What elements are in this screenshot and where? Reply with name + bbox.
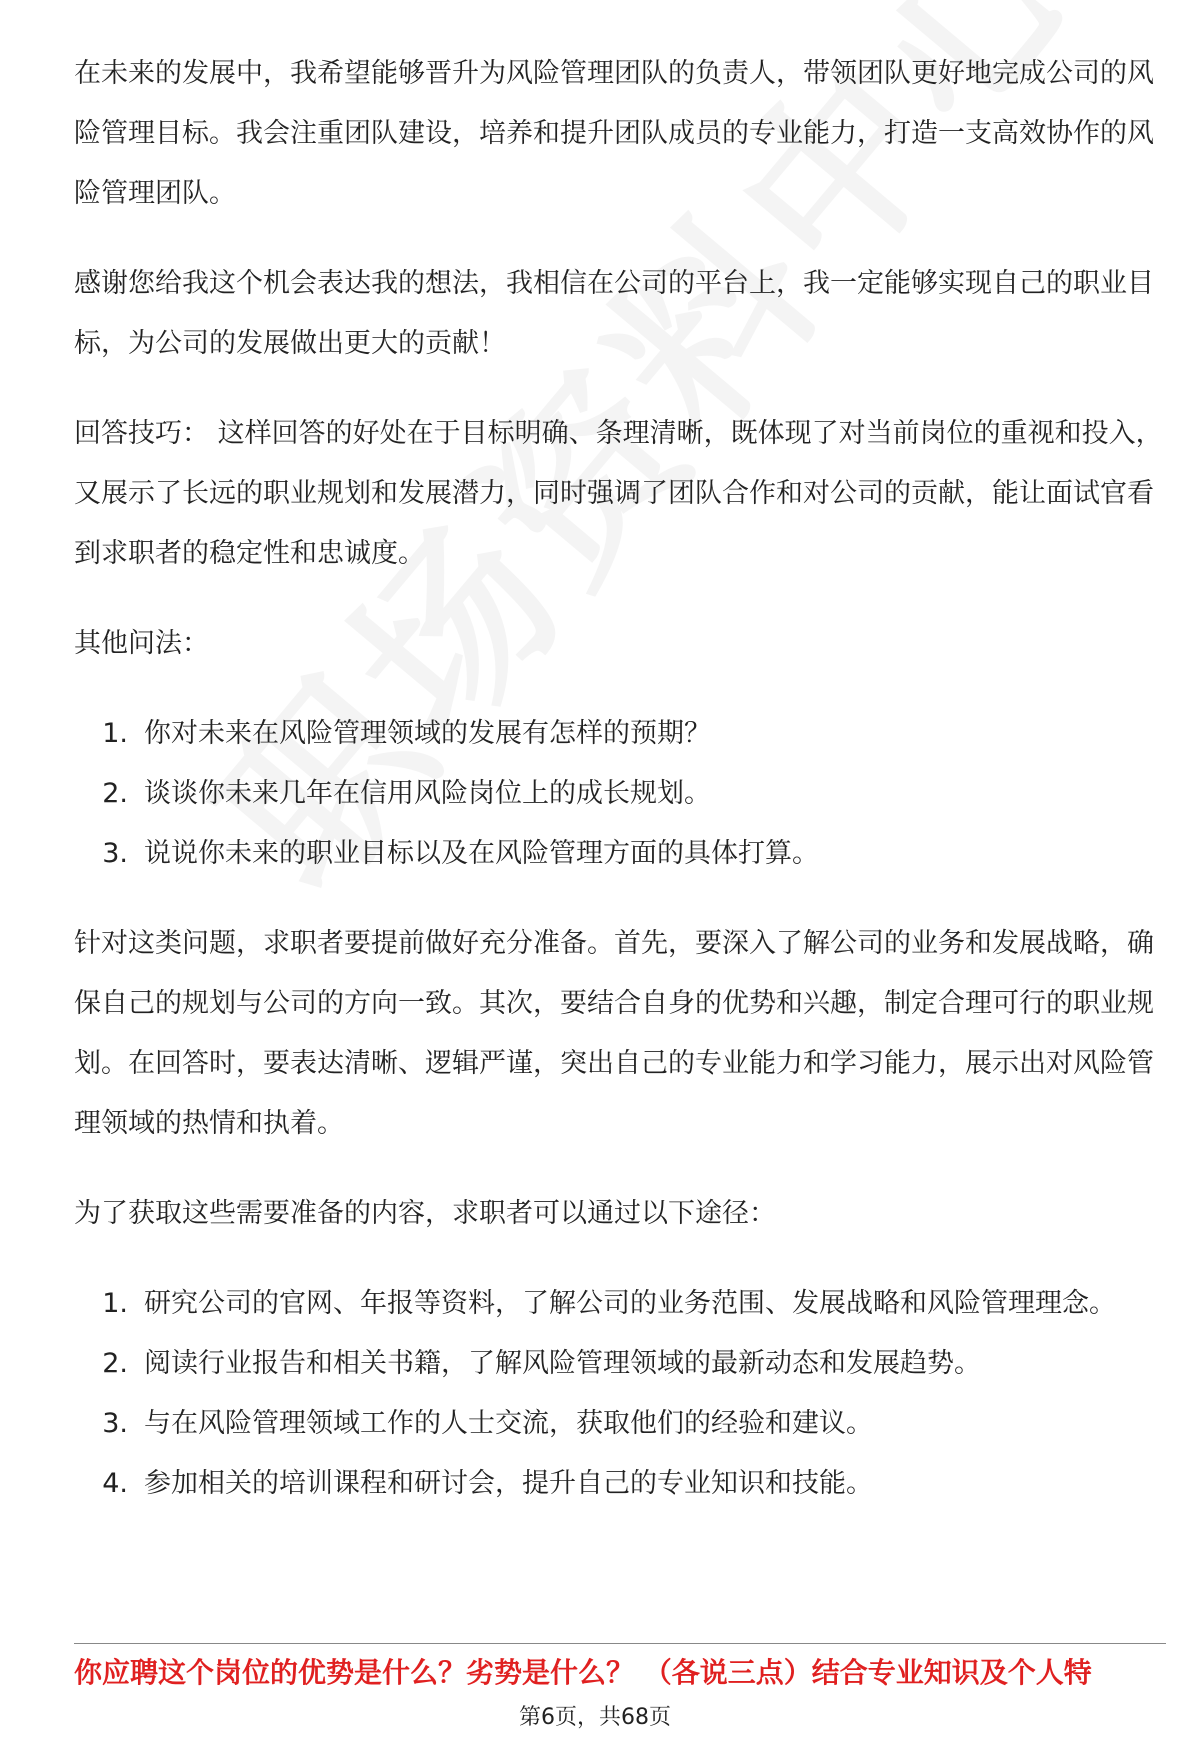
list-item — [74, 1454, 1166, 1514]
list-text: 研究公司的官网、年报等资料，了解公司的业务范围、发展战略和风险管理理念。 — [144, 1288, 1116, 1319]
list-item — [74, 824, 1166, 884]
list-text: 谈谈你未来几年在信用风险岗位上的成长规划。 — [144, 778, 711, 809]
list-item — [74, 1274, 1166, 1334]
list-text: 你对未来在风险管理领域的发展有怎样的预期？ — [144, 718, 711, 749]
list-text: 说说你未来的职业目标以及在风险管理方面的具体打算。 — [144, 838, 819, 869]
list-item — [74, 1334, 1166, 1394]
list-item — [74, 764, 1166, 824]
list-number: 3. — [102, 1408, 128, 1439]
list-number: 2. — [102, 778, 128, 809]
paragraph-career-goal: 在未来的发展中，我希望能够晋升为风险管理团队的负责人，带领团队更好地完成公司的风险管理目标。我会注重团队建设，培养和提升团队成员的专业能力，打造一支高效协作的风险管理团队。 — [74, 58, 1154, 209]
paragraph-answer-tips: 回答技巧： 这样回答的好处在于目标明确、条理清晰，既体现了对当前岗位的重视和投入，又展示了长远的职业规划和发展潜力，同时强调了团队合作和对公司的贡献，能让面试官看到求职者的稳定性和忠诚度。 — [74, 418, 1163, 569]
list-item — [74, 704, 1166, 764]
document-body — [74, 44, 1166, 1544]
list-number: 1. — [102, 1288, 128, 1319]
list-number: 3. — [102, 838, 128, 869]
list-text: 与在风险管理领域工作的人士交流，获取他们的经验和建议。 — [144, 1408, 873, 1439]
resources-list — [74, 1274, 1166, 1514]
list-number: 1. — [102, 718, 128, 749]
other-questions-list — [74, 704, 1166, 884]
page-number: 第6页，共68页 — [519, 1705, 671, 1730]
next-question-title: 你应聘这个岗位的优势是什么？劣势是什么？ （各说三点）结合专业知识及个人特 — [74, 1656, 1092, 1689]
paragraph-other-questions-heading: 其他问法： — [74, 628, 209, 659]
list-number: 2. — [102, 1348, 128, 1379]
paragraph-thanks: 感谢您给我这个机会表达我的想法，我相信在公司的平台上，我一定能够实现自己的职业目标，为公司的发展做出更大的贡献！ — [74, 268, 1154, 359]
paragraph-preparation: 针对这类问题，求职者要提前做好充分准备。首先，要深入了解公司的业务和发展战略，确保自己的规划与公司的方向一致。其次，要结合自身的优势和兴趣，制定合理可行的职业规划。在回答时，要表达清晰、逻辑严谨，突出自己的专业能力和学习能力，展示出对风险管理领域的热情和执着。 — [74, 928, 1154, 1139]
list-item — [74, 1394, 1166, 1454]
list-text: 参加相关的培训课程和研讨会，提升自己的专业知识和技能。 — [144, 1468, 873, 1499]
footer-divider — [74, 1643, 1166, 1644]
list-text: 阅读行业报告和相关书籍，了解风险管理领域的最新动态和发展趋势。 — [144, 1348, 981, 1379]
paragraph-resources-heading: 为了获取这些需要准备的内容，求职者可以通过以下途径： — [74, 1198, 776, 1229]
list-number: 4. — [102, 1468, 128, 1499]
